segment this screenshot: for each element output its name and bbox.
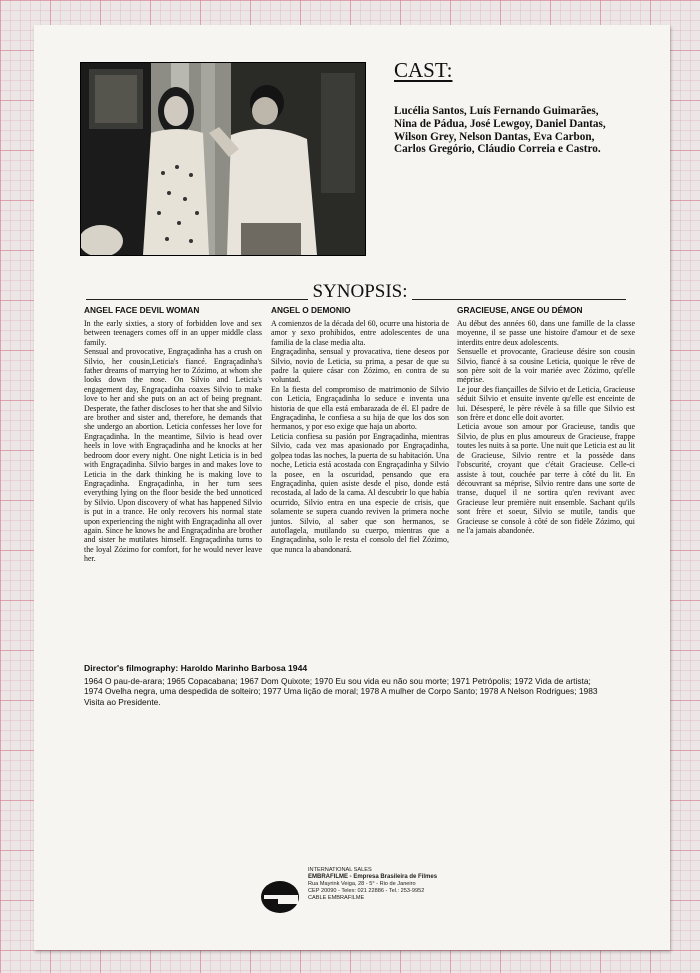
column-heading: ANGEL FACE DEVIL WOMAN (84, 305, 200, 315)
filmography-heading: Director's filmography: Haroldo Marinho Barbosa 1944 (84, 663, 308, 673)
contact-phone: CEP 20090 - Telex: 021 22886 - Tel.: 253-9952 (308, 888, 425, 894)
column-text: Au début des années 60, dans une famille de la classe moyenne, il se passe une histoire d'amour et de sexe interdits entre deux adolescents. Sensuelle et provocante, Gracieuse désire son cousin Silvio, fiancé à sa cousine Leticia, quoique le rêve de son père soit de la voir mariée avec Zózimo, qu'elle méprise. Le jour des fiançailles de Silvio et de Leticia, Gracieuse séduit Silvio et ensuite invente qu'elle est enceinte de lui. Désesperé, le père révèle à sa fille que Silvio est son frère et donc elle doit avorter. Leticia avoue son amour por Gracieuse, tandis que Silvio, de plus en plus amoureux de Gracieuse, frappe toutes les nuits à sa porte. Une nuit que Leticia est au lit de Gracieuse, Silvio rentre et la possède dans l'obscurité, croyant que c'était Gracieuse. Celle-ci assiste à tout, couchée par terre à côté du lit. En découvrant sa méprise, Silvio rentre dans une sorte de transe, duquel il ne sortira qu'en revivant avec Gracieuse leur première nuit ensemble. Sachant qu'ils sont frère et soeur, Silvio se mutile, tandis que Gracieuse se console à côté de son fidèle Zózimo, qui ne l'a jamais abandonée. (457, 319, 635, 535)
director-filmography (84, 663, 604, 707)
cast-line: Lucélia Santos, Luís Fernando Guimarães, (394, 105, 599, 117)
cast-line: Wilson Grey, Nelson Dantas, Eva Carbon, (394, 130, 595, 143)
cast-line: Nina de Pádua, José Lewgoy, Daniel Dantas, (394, 117, 606, 130)
column-heading: ANGEL O DEMONIO (271, 305, 351, 315)
film-still-illustration (81, 63, 365, 255)
international-sales-contact (308, 867, 528, 902)
contact-cable: CABLE EMBRAFILME (308, 895, 365, 901)
cast-heading: CAST: (394, 58, 453, 82)
synopsis-column-english (84, 305, 262, 564)
synopsis-column-french (457, 305, 635, 535)
filmography-list: 1964 O pau-de-arara; 1965 Copacabana; 1967 Dom Quixote; 1970 Eu sou vida eu não sou morte; 1971 Petrópolis; 1972 Vida de artista; 1974 Ovelha negra, uma despedida de solteiro; 1977 Uma lição de moral; 1978 A mulher de Corpo Santo; 1978 A Nelson Rodrigues; 1983 Visita ao Presidente. (84, 676, 598, 707)
contact-company: EMBRAFILME - Empresa Brasileira de Filmes (308, 874, 438, 880)
cast-list (394, 105, 666, 156)
synopsis-rule-left (86, 299, 308, 300)
column-text: A comienzos de la década del 60, ocurre una historia de amor y sexo prohibidos, entre adolescentes de una familia de la clase media alta. Engraçadinha, sensual y provacativa, tiene deseos por Silvio, novio de Leticia, su prima, a pesar de que su padre la quiere cásar con Zózimo, en contra de su voluntad. En la fiesta del compromiso de matrimonio de Silvio con Leticia, Engraçadinha lo seduce e inventa una historia de que ella está embarazada de él. El padre de Engraçadinha, le confiesa a su hija de que los dos son hermanos, y por eso exige que haja un aborto. Leticia confiesa su pasión por Engraçadinha, mientras Silvio, cada vez mas apasionado por Engraçadinha, golpea todas las noches, la puerta de su habitación. Una noche, Leticia está acostada con Engraçadinha y Silvio la posee, en la oscuridad, pensando que era Engraçadinha, quien asiste desde el piso, donde está recostada, al lado de la cama. Al descubrir lo que había ocurrido, Silvio entra en una especie de crisis, que solamente se supera cuando reviven la primera noche juntos. Silvio, al saber que son hermanos, se autoflagela, mutilando su cuerpo, mientras que a Engraçadinha, solo le resta el consolo del fiel Zózimo, que nunca la abandonará. (271, 319, 449, 554)
synopsis-rule-right (412, 299, 626, 300)
embrafilme-logo-icon (260, 880, 300, 914)
synopsis-header (86, 281, 626, 303)
synopsis-column-spanish (271, 305, 449, 554)
cast-line: Carlos Gregório, Cláudio Correia e Castro. (394, 143, 601, 156)
synopsis-title: SYNOPSIS: (312, 281, 408, 302)
column-text: In the early sixties, a story of forbidden love and sex between teenagers comes off in an upper middle class family. Sensual and provocative, Engraçadinha has a crush on Silvio, her cousin,Leticia's fiancé. Engraçadinha's father dreams of marrying her to Zózimo, at whom she looks down the nose. On Silvio and Leticia's engagement day, Engraçadinha coaxes Silvio to make love to her and she puts on an act of being pregnant. Desperate, the father discloses to her that she and Silvio are brother and sister and, therefore, he demands that she undergo an abortion. Leticia confesses her love for Engraçadinha. In the meantime, Silvio is head over heels in love with Engraçadinha and he knocks at her bedroom door every night. One night Leticia is in bed with Engraçadinha. Silvio barges in and makes love to Leticia in the dark thinking he is making love to Engraçadinha. Engraçadinha, in her turn sees everything lying on the floor beside the bed unnoticed by Silvio. Upon discovery of what has happened Silvio is put in a trance. He only recovers his normal state upon experiencing the night with Engraçadinha all over again. Since he knows he and Engraçadinha are brother and sister he mutilates himself. Engraçadinha turns to the loyal Zózimo for comfort, for he would never leave her. (84, 319, 262, 564)
contact-address: Rua Mayrink Veiga, 28 - 5° - Rio de Janeiro (308, 881, 416, 887)
column-heading: GRACIEUSE, ANGE OU DÉMON (457, 305, 583, 315)
film-still-photo (80, 62, 366, 256)
contact-line: INTERNATIONAL SALES (308, 867, 372, 873)
press-sheet (34, 25, 670, 950)
